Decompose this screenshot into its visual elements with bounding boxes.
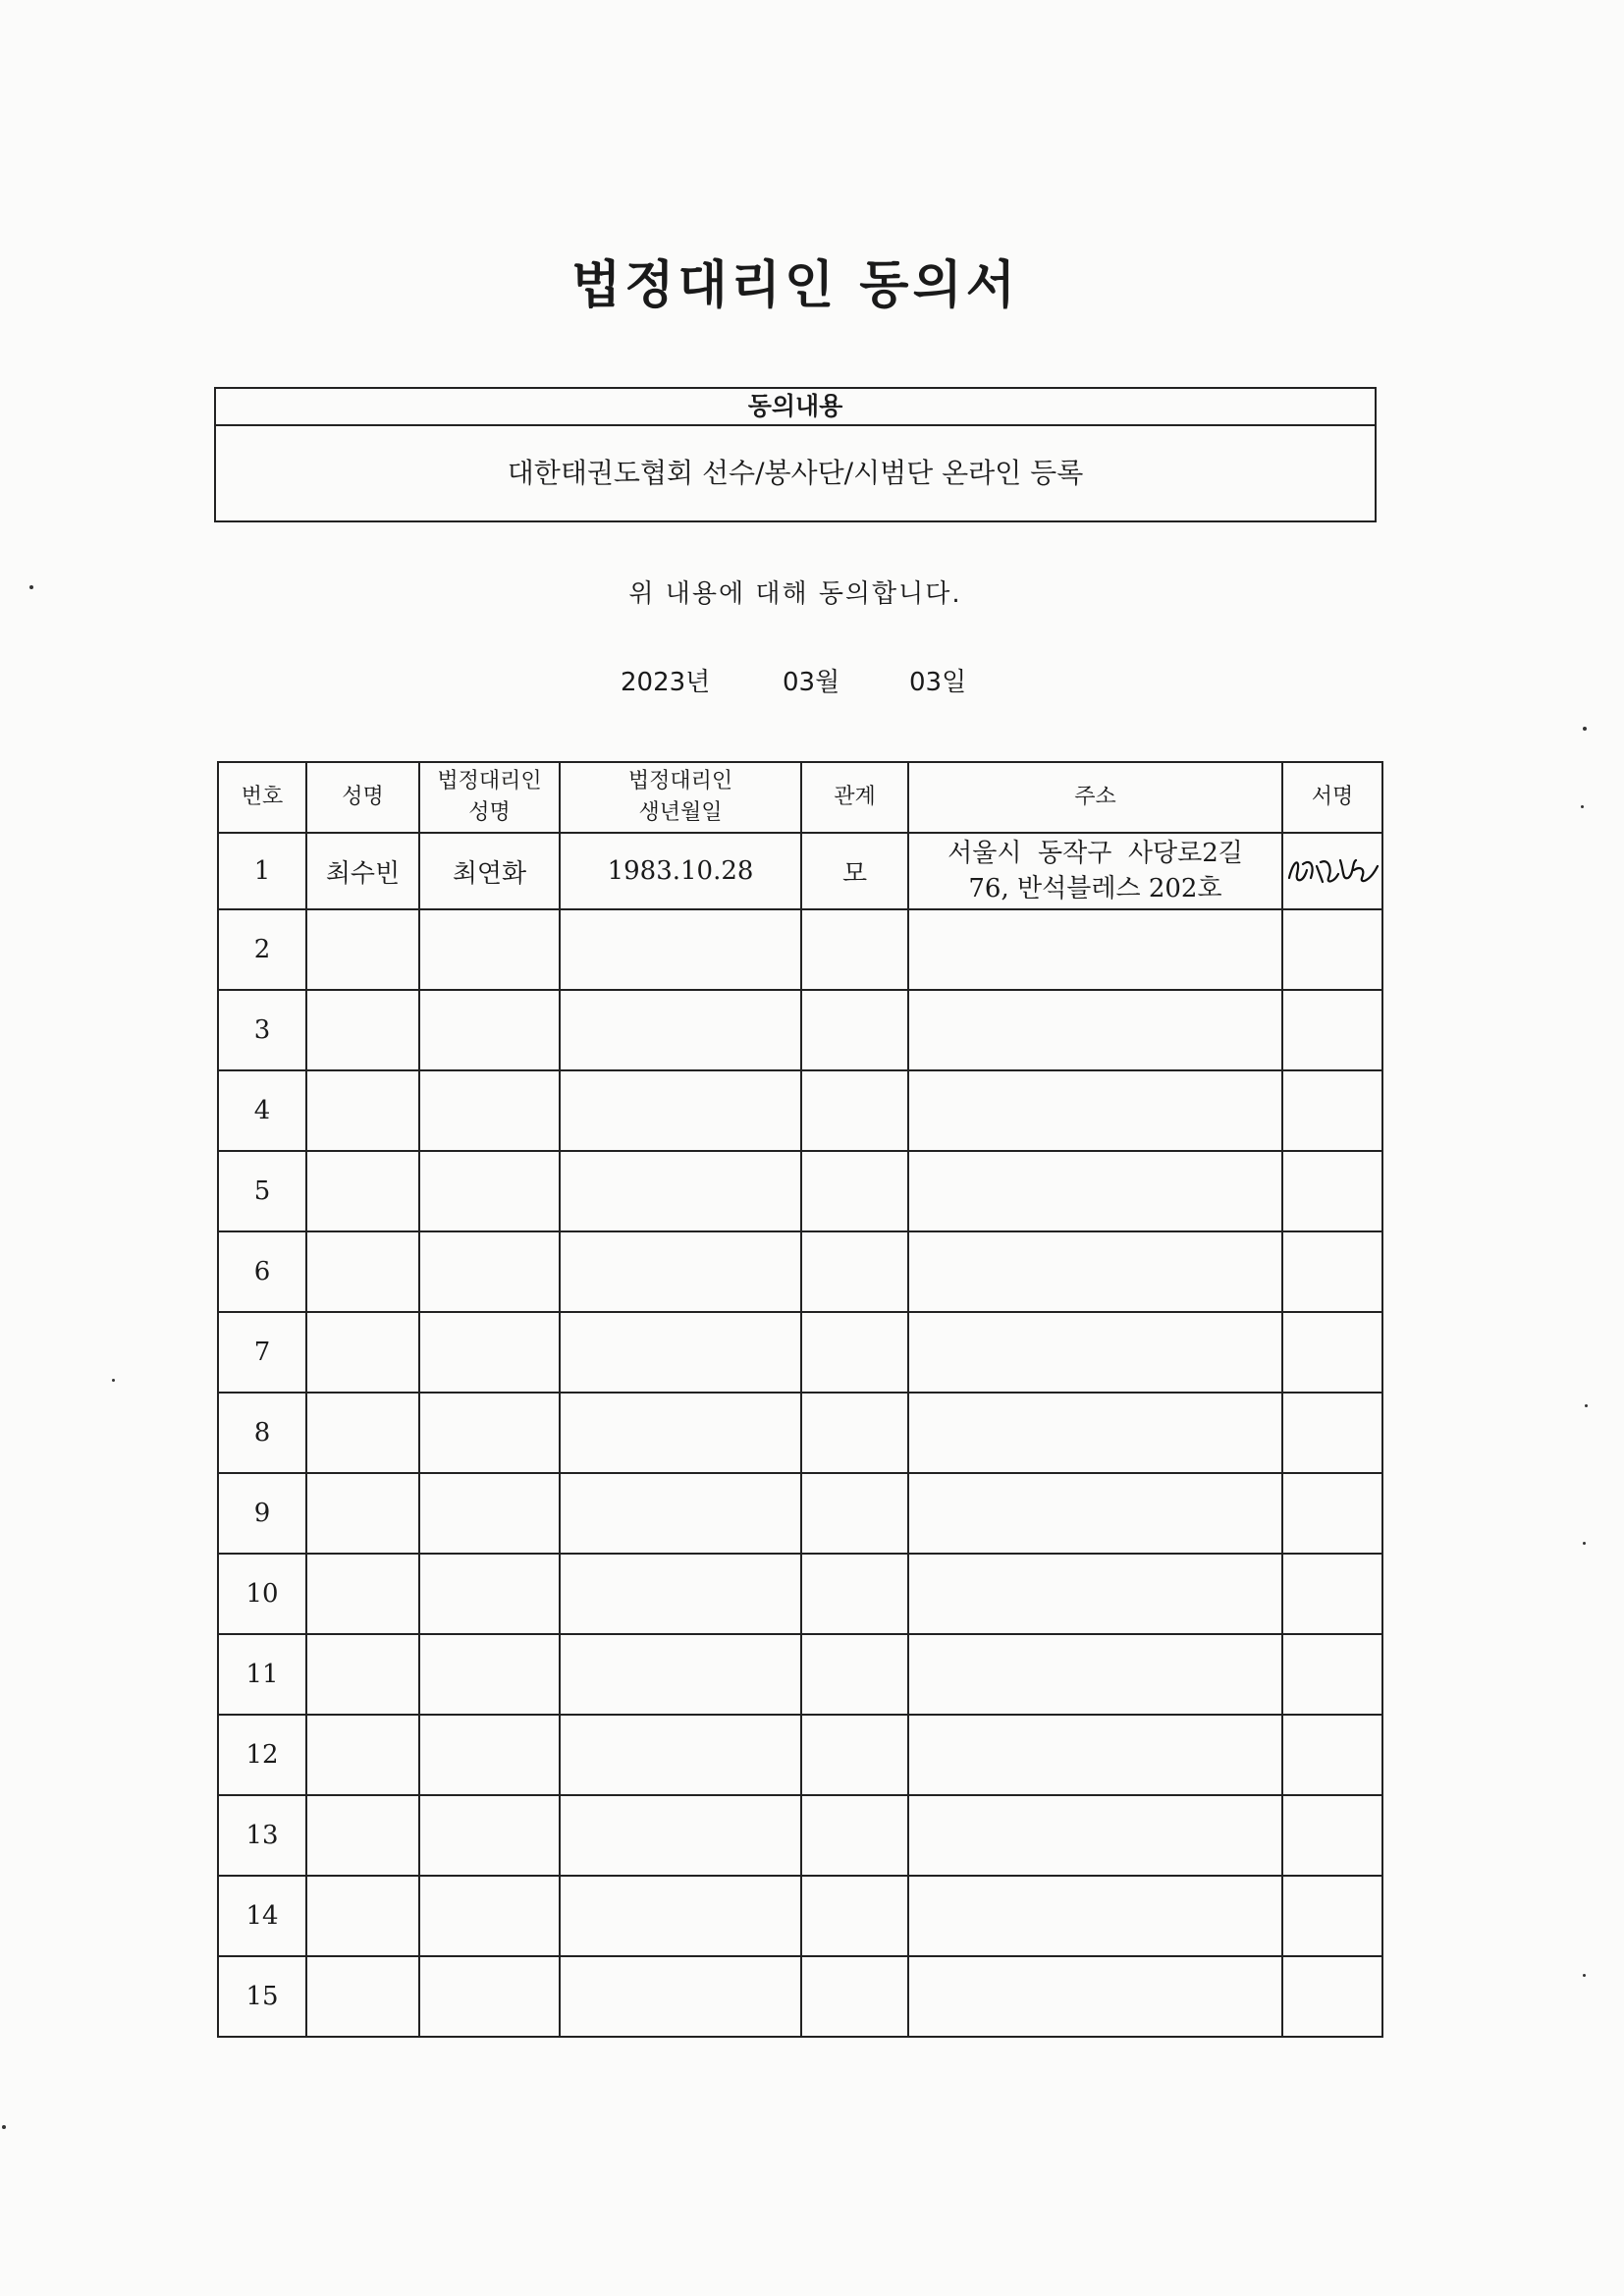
scan-speck: [1585, 1404, 1588, 1407]
address: [908, 1231, 1282, 1312]
scan-speck: [1583, 1974, 1586, 1977]
header-relation: 관계: [801, 762, 908, 833]
header-signature: 서명: [1282, 762, 1382, 833]
address: [908, 1956, 1282, 2037]
scan-speck: [112, 1379, 115, 1382]
table-row: [218, 1393, 1382, 1473]
participant-name: [306, 1070, 419, 1151]
guardian-birthdate: [560, 1231, 801, 1312]
address: [908, 1312, 1282, 1393]
signature-cell: [1282, 833, 1382, 909]
relation: [801, 1795, 908, 1876]
row-number: 3: [218, 990, 306, 1070]
relation: [801, 1554, 908, 1634]
signature-cell: [1282, 1231, 1382, 1312]
scan-speck: [29, 585, 33, 589]
signature-cell: [1282, 1151, 1382, 1231]
table-row: [218, 1956, 1382, 2037]
row-number: 6: [218, 1231, 306, 1312]
scan-speck: [1583, 727, 1587, 731]
address: [908, 1795, 1282, 1876]
address: [908, 1715, 1282, 1795]
table-row: [218, 1312, 1382, 1393]
agreement-statement: 위 내용에 대해 동의합니다.: [628, 579, 962, 609]
consent-header: 동의내용: [216, 389, 1375, 426]
header-guardian-birth-line1: 법정대리인: [627, 769, 733, 793]
signature-cell: [1282, 1795, 1382, 1876]
table-row: [218, 990, 1382, 1070]
guardian-name: [419, 990, 560, 1070]
guardian-name: [419, 1795, 560, 1876]
guardian-name: 최연화: [419, 833, 560, 909]
address: [908, 1070, 1282, 1151]
relation: [801, 1715, 908, 1795]
table-row: [218, 1070, 1382, 1151]
relation: [801, 1473, 908, 1554]
guardian-birthdate: [560, 1393, 801, 1473]
guardian-name: [419, 1312, 560, 1393]
relation: [801, 909, 908, 990]
participant-name: [306, 1393, 419, 1473]
guardian-name: [419, 1715, 560, 1795]
relation: [801, 990, 908, 1070]
row-number: 4: [218, 1070, 306, 1151]
address: [908, 909, 1282, 990]
table-row: [218, 1554, 1382, 1634]
relation: [801, 1634, 908, 1715]
address: [908, 1634, 1282, 1715]
signature-cell: [1282, 1473, 1382, 1554]
header-guardian-name: [419, 762, 560, 833]
address: [908, 1151, 1282, 1231]
guardian-birthdate: [560, 1715, 801, 1795]
handwritten-signature-icon: [1283, 848, 1381, 894]
scan-speck: [1581, 805, 1584, 808]
date-year: 2023년: [621, 668, 711, 697]
address: [908, 1554, 1282, 1634]
address: [908, 990, 1282, 1070]
participant-name: [306, 1956, 419, 2037]
guardian-name: [419, 1231, 560, 1312]
table-header-row: [218, 762, 1382, 833]
participant-name: [306, 1312, 419, 1393]
row-number: 13: [218, 1795, 306, 1876]
signature-cell: [1282, 1956, 1382, 2037]
guardian-name: [419, 1393, 560, 1473]
table-row: [218, 1473, 1382, 1554]
table-row: [218, 1715, 1382, 1795]
table-row: [218, 1876, 1382, 1956]
address-line1: 서울시 동작구 사당로2길: [947, 839, 1243, 868]
participant-name: 최수빈: [306, 833, 419, 909]
participant-name: [306, 1876, 419, 1956]
guardian-name: [419, 1956, 560, 2037]
participant-name: [306, 1473, 419, 1554]
relation: [801, 1231, 908, 1312]
header-no: 번호: [218, 762, 306, 833]
guardian-name: [419, 1070, 560, 1151]
scan-speck: [2, 2125, 6, 2129]
header-guardian-name-line1: 법정대리인: [437, 769, 542, 793]
guardian-birthdate: [560, 1070, 801, 1151]
relation: [801, 1151, 908, 1231]
guardian-name: [419, 909, 560, 990]
guardian-birthdate: [560, 1634, 801, 1715]
signature-cell: [1282, 1715, 1382, 1795]
guardian-roster-table: [217, 761, 1383, 2038]
participant-name: [306, 1554, 419, 1634]
row-number: 7: [218, 1312, 306, 1393]
relation: [801, 1393, 908, 1473]
table-row: [218, 1151, 1382, 1231]
header-guardian-birth-line2: 생년월일: [638, 800, 723, 825]
address: [908, 1393, 1282, 1473]
table-body: [218, 833, 1382, 2037]
table-row: [218, 833, 1382, 909]
date-day: 03일: [909, 668, 967, 697]
page-title: 법정대리인 동의서: [571, 256, 1019, 315]
guardian-name: [419, 1634, 560, 1715]
address: [908, 833, 1282, 909]
row-number: 8: [218, 1393, 306, 1473]
participant-name: [306, 1151, 419, 1231]
address-line2: 76, 반석블레스 202호: [968, 874, 1222, 903]
participant-name: [306, 1634, 419, 1715]
guardian-birthdate: [560, 1151, 801, 1231]
row-number: 2: [218, 909, 306, 990]
signature-cell: [1282, 1312, 1382, 1393]
guardian-name: [419, 1473, 560, 1554]
relation: 모: [801, 833, 908, 909]
participant-name: [306, 909, 419, 990]
table-row: [218, 1634, 1382, 1715]
guardian-birthdate: [560, 1956, 801, 2037]
address: [908, 1473, 1282, 1554]
scan-speck: [1583, 1542, 1586, 1545]
signature-cell: [1282, 1554, 1382, 1634]
row-number: 9: [218, 1473, 306, 1554]
guardian-birthdate: [560, 1554, 801, 1634]
guardian-birthdate: [560, 1473, 801, 1554]
address: [908, 1876, 1282, 1956]
consent-content-box: [214, 387, 1377, 522]
signature-cell: [1282, 909, 1382, 990]
header-address: 주소: [908, 762, 1282, 833]
guardian-birthdate: 1983.10.28: [560, 833, 801, 909]
signature-cell: [1282, 1393, 1382, 1473]
signature-cell: [1282, 990, 1382, 1070]
participant-name: [306, 1231, 419, 1312]
header-guardian-name-line2: 성명: [468, 800, 511, 825]
date-month: 03월: [783, 668, 840, 697]
table-row: [218, 1231, 1382, 1312]
header-guardian-birth: [560, 762, 801, 833]
relation: [801, 1956, 908, 2037]
participant-name: [306, 990, 419, 1070]
row-number: 15: [218, 1956, 306, 2037]
table-row: [218, 909, 1382, 990]
table-row: [218, 1795, 1382, 1876]
header-name: 성명: [306, 762, 419, 833]
consent-content: 대한태권도협회 선수/봉사단/시범단 온라인 등록: [507, 457, 1084, 489]
guardian-birthdate: [560, 1876, 801, 1956]
participant-name: [306, 1795, 419, 1876]
relation: [801, 1312, 908, 1393]
guardian-name: [419, 1151, 560, 1231]
signature-cell: [1282, 1634, 1382, 1715]
guardian-birthdate: [560, 1795, 801, 1876]
signature-cell: [1282, 1070, 1382, 1151]
relation: [801, 1070, 908, 1151]
relation: [801, 1876, 908, 1956]
guardian-birthdate: [560, 990, 801, 1070]
row-number: 5: [218, 1151, 306, 1231]
row-number: 1: [218, 833, 306, 909]
row-number: 12: [218, 1715, 306, 1795]
row-number: 11: [218, 1634, 306, 1715]
guardian-name: [419, 1876, 560, 1956]
row-number: 10: [218, 1554, 306, 1634]
guardian-birthdate: [560, 1312, 801, 1393]
participant-name: [306, 1715, 419, 1795]
guardian-name: [419, 1554, 560, 1634]
row-number: 14: [218, 1876, 306, 1956]
signature-cell: [1282, 1876, 1382, 1956]
guardian-birthdate: [560, 909, 801, 990]
